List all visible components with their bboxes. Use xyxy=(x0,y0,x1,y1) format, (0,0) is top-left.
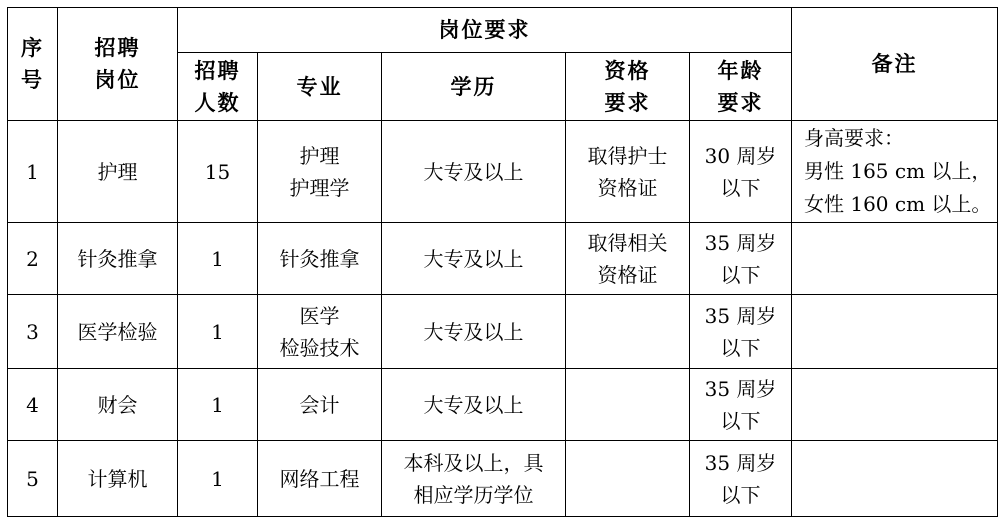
header-position-line: 岗位 xyxy=(94,67,141,92)
header-seq-line: 序 xyxy=(21,35,44,60)
cell-remark xyxy=(792,121,998,223)
cell-count: 1 xyxy=(178,295,258,369)
header-position xyxy=(58,8,178,121)
cell-age-line: 35 周岁 xyxy=(704,230,777,255)
cell-qualification xyxy=(566,223,690,295)
cell-age-line: 30 周岁 xyxy=(704,143,777,168)
table-row xyxy=(8,295,998,369)
table-row xyxy=(8,369,998,441)
cell-education: 大专及以上 xyxy=(382,223,566,295)
cell-remark xyxy=(792,295,998,369)
header-qualification xyxy=(566,53,690,121)
cell-position: 财会 xyxy=(58,369,178,441)
cell-major xyxy=(258,295,382,369)
cell-seq: 4 xyxy=(8,369,58,441)
cell-remark-line: 女性 160 cm 以上。 xyxy=(804,192,992,216)
cell-qualification-line: 取得护士 xyxy=(587,143,668,168)
cell-major-line: 检验技术 xyxy=(279,335,360,360)
cell-age xyxy=(690,223,792,295)
header-count xyxy=(178,53,258,121)
header-major: 专业 xyxy=(258,53,382,121)
cell-age-line: 以下 xyxy=(720,175,761,200)
header-remark: 备注 xyxy=(792,8,998,121)
cell-major: 会计 xyxy=(258,369,382,441)
recruitment-table xyxy=(7,7,998,517)
cell-age-line: 以下 xyxy=(720,262,761,287)
cell-qualification xyxy=(566,369,690,441)
header-qualification-line: 要求 xyxy=(604,89,651,115)
cell-remark-line: 身高要求： xyxy=(804,126,904,150)
cell-remark xyxy=(792,223,998,295)
cell-remark xyxy=(792,441,998,517)
cell-education xyxy=(382,441,566,517)
cell-age-line: 35 周岁 xyxy=(704,303,777,328)
cell-age-line: 以下 xyxy=(720,482,761,507)
cell-position: 医学检验 xyxy=(58,295,178,369)
header-age-line: 年龄 xyxy=(717,57,764,83)
cell-age xyxy=(690,121,792,223)
cell-count: 1 xyxy=(178,369,258,441)
cell-seq: 1 xyxy=(8,121,58,223)
cell-major-line: 护理 xyxy=(299,143,340,168)
cell-age xyxy=(690,369,792,441)
header-count-line: 招聘 xyxy=(194,57,241,83)
table-row xyxy=(8,121,998,223)
cell-count: 1 xyxy=(178,441,258,517)
cell-age xyxy=(690,295,792,369)
cell-education: 大专及以上 xyxy=(382,295,566,369)
cell-qualification-line: 资格证 xyxy=(597,262,658,287)
cell-qualification-line: 资格证 xyxy=(597,175,658,200)
header-row-1 xyxy=(8,8,998,53)
table-row xyxy=(8,441,998,517)
header-age-line: 要求 xyxy=(717,89,764,115)
cell-age-line: 35 周岁 xyxy=(704,376,777,401)
cell-major-line: 护理学 xyxy=(289,175,350,200)
header-seq xyxy=(8,8,58,121)
header-requirements: 岗位要求 xyxy=(178,8,792,53)
header-education: 学历 xyxy=(382,53,566,121)
cell-count: 1 xyxy=(178,223,258,295)
cell-qualification-line: 取得相关 xyxy=(587,230,668,255)
cell-qualification xyxy=(566,441,690,517)
cell-position: 针灸推拿 xyxy=(58,223,178,295)
cell-education-line: 本科及以上，具 xyxy=(403,450,544,475)
header-qualification-line: 资格 xyxy=(604,57,651,83)
cell-remark xyxy=(792,369,998,441)
cell-education: 大专及以上 xyxy=(382,369,566,441)
header-count-line: 人数 xyxy=(194,89,241,115)
cell-major: 网络工程 xyxy=(258,441,382,517)
cell-age-line: 以下 xyxy=(720,335,761,360)
cell-age xyxy=(690,441,792,517)
cell-education: 大专及以上 xyxy=(382,121,566,223)
cell-age-line: 35 周岁 xyxy=(704,450,777,475)
header-seq-line: 号 xyxy=(21,67,44,92)
table-row xyxy=(8,223,998,295)
cell-education-line: 相应学历学位 xyxy=(413,482,534,507)
cell-count: 15 xyxy=(178,121,258,223)
recruitment-table-wrapper xyxy=(7,7,998,517)
cell-position: 护理 xyxy=(58,121,178,223)
cell-qualification xyxy=(566,121,690,223)
cell-major: 针灸推拿 xyxy=(258,223,382,295)
cell-position: 计算机 xyxy=(58,441,178,517)
cell-seq: 3 xyxy=(8,295,58,369)
cell-major-line: 医学 xyxy=(299,303,340,328)
cell-remark-line: 男性 165 cm 以上， xyxy=(804,159,992,183)
cell-qualification xyxy=(566,295,690,369)
cell-major xyxy=(258,121,382,223)
cell-seq: 5 xyxy=(8,441,58,517)
cell-age-line: 以下 xyxy=(720,408,761,433)
header-age xyxy=(690,53,792,121)
cell-seq: 2 xyxy=(8,223,58,295)
header-position-line: 招聘 xyxy=(94,35,141,60)
